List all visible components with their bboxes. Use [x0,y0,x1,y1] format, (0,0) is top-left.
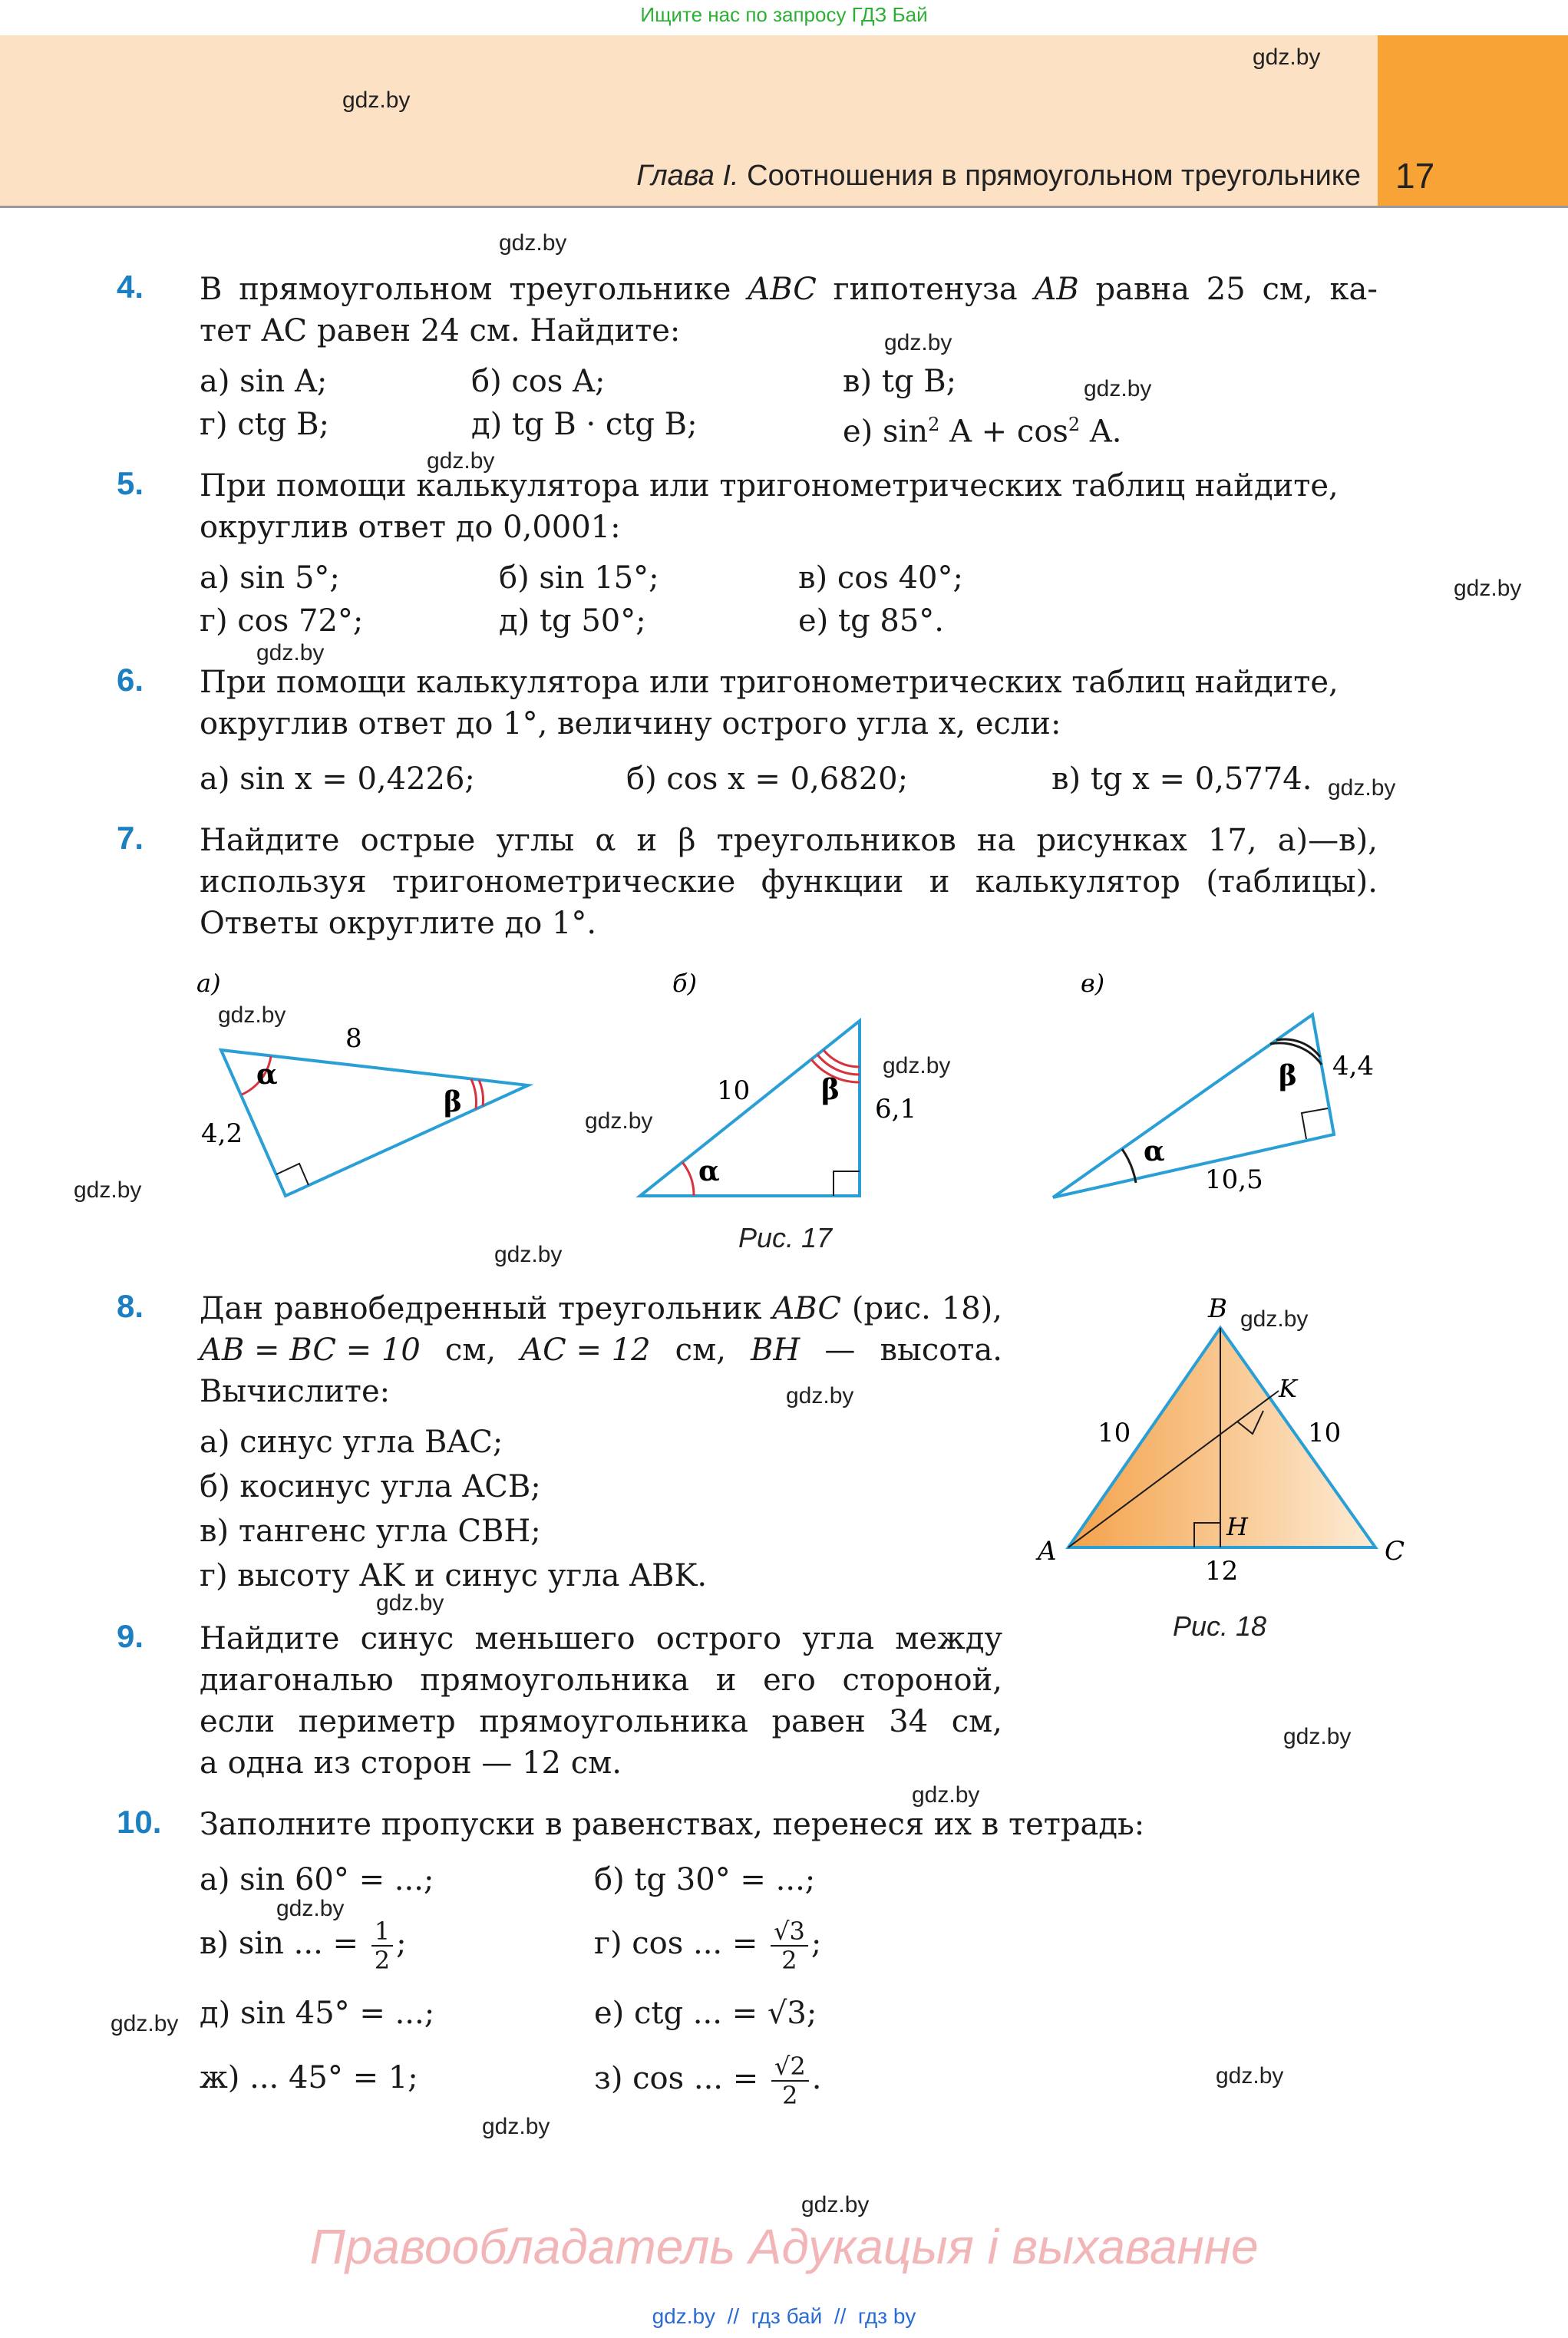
task-10-item-d [594,1919,821,1973]
task-number-8: 8. [117,1288,144,1324]
word: диагональю [200,1663,394,1698]
task-6-item-c: в) tg x = 0,5774. [1051,761,1312,797]
denominator: 2 [781,1946,797,1975]
fig17-a-right-angle [276,1164,309,1185]
task-4-item-a: а) sin A; [200,364,328,399]
watermark: gdz.by [74,1177,142,1203]
fig17-b-right-angle [834,1171,860,1196]
task-7-line-2 [200,861,1378,903]
watermark: gdz.by [427,448,495,474]
task-10-line-1: Заполните пропуски в равенствах, перенеся их в тетрадь: [200,1807,1145,1842]
watermark: gdz.by [1454,576,1522,601]
chapter-prefix: Глава I. [636,160,739,192]
fraction [771,1919,808,1973]
chapter-heading [636,160,1361,193]
watermark: gdz.by [482,2114,550,2139]
word: 17, [1207,823,1257,858]
task-10-item-g: ж) ... 45° = 1; [200,2060,418,2095]
fig17-b-label: б) [672,969,698,998]
watermark: gdz.by [786,1383,854,1408]
word: равна [1095,272,1190,307]
text: ; [810,1926,822,1961]
task-8-item-c: в) тангенс угла CBH; [200,1514,541,1549]
word: рисунках [1036,823,1187,858]
text: ; [396,1926,407,1961]
watermark: gdz.by [801,2192,870,2217]
task-number-5: 5. [117,465,144,501]
word: ABC [748,272,817,307]
numerator: 1 [371,1919,393,1947]
word: 25 [1206,272,1246,307]
task-5-line-1: При помощи калькулятора или тригонометрических таблиц найдите, [200,468,1339,504]
text: г) cos ... = [594,1926,758,1961]
text: A + cos [949,414,1068,450]
text: з) cos ... = [594,2061,759,2096]
word: В [200,272,223,307]
fig17-c-alpha: α [1144,1135,1165,1167]
watermark: gdz.by [111,2011,179,2036]
word: β [678,823,696,858]
fig17-b-leg: 6,1 [875,1094,917,1124]
word: см, [1262,272,1313,307]
fig17-c-triangle [1053,1015,1334,1197]
text: A. [1089,414,1122,450]
task-8-line-2 [200,1329,1002,1372]
word: (таблицы). [1206,864,1378,900]
fig17-b-hyp: 10 [717,1075,751,1106]
task-number-10: 10. [117,1804,162,1840]
word: 34 [889,1704,929,1739]
fig18-side-ab: 10 [1098,1418,1131,1448]
fig18-vertex-a: A [1038,1536,1057,1567]
watermark: gdz.by [494,1242,563,1267]
word: AB = BC = 10 [200,1332,421,1368]
word: используя [200,864,367,900]
figure-17-caption: Рис. 17 [738,1222,833,1253]
task-4-item-c: в) tg B; [843,364,957,399]
fig17-c-right-angle [1302,1108,1328,1139]
task-6-item-a: а) sin x = 0,4226; [200,761,475,797]
word: прямоугольника [420,1663,690,1698]
task-5-item-e: д) tg 50°; [499,603,646,639]
watermark: gdz.by [883,1053,951,1078]
word: гипотенуза [833,272,1018,307]
task-9-line-4: а одна из сторон — 12 см. [200,1745,622,1781]
task-7-line-3: Ответы округлите до 1°. [200,906,597,941]
watermark: gdz.by [1283,1724,1352,1749]
fig17-c-alpha-arc [1122,1149,1136,1183]
word: функции [761,864,904,900]
watermark: gdz.by [1253,45,1321,70]
task-8-item-d: г) высоту AK и синус угла ABK. [200,1558,708,1593]
word: между [895,1621,1002,1656]
task-10-item-e: д) sin 45° = ...; [200,1996,435,2031]
fig18-side-bc: 10 [1308,1418,1342,1448]
fig18-point-k: K [1279,1374,1297,1403]
word: острого [655,1621,782,1656]
word: прямоугольника [479,1704,748,1739]
watermark: gdz.by [1240,1306,1309,1332]
word: см, [951,1704,1002,1739]
word: (рис. [851,1291,931,1326]
word: Найдите [200,823,340,858]
fig17-a-alpha: α [256,1058,278,1091]
word: ка- [1329,272,1378,307]
task-10-item-b: б) tg 30° = ...; [594,1862,816,1897]
fraction [371,1919,393,1973]
copyright-notice: Правообладатель Адукацыя і выхаванне [309,2219,1259,2274]
word: стороной, [842,1663,1002,1698]
fig17-b-alpha-arc [682,1162,694,1196]
task-4-line-1 [200,269,1378,311]
word: тригонометрические [392,864,736,900]
word: треугольников [716,823,956,858]
task-5-item-c: в) cos 40°; [798,560,963,596]
word: AC = 12 [520,1332,651,1368]
task-10-item-f: е) ctg ... = √3; [594,1996,817,2031]
task-5-line-2: округлив ответ до 0,0001: [200,510,621,545]
task-5-item-f: е) tg 85°. [798,603,944,639]
task-10-item-h [594,2054,821,2108]
fig17-c-leg1: 4,4 [1332,1051,1375,1081]
task-7-line-1 [200,820,1378,862]
word: периметр [298,1704,456,1739]
word: калькулятор [975,864,1180,900]
fig17-c-label: в) [1081,969,1105,998]
fig18-point-h: H [1226,1512,1248,1541]
fig17-b-alpha: α [698,1155,720,1187]
fig17-a-beta: β [444,1086,462,1118]
watermark: gdz.by [218,1002,286,1028]
task-10-item-a: а) sin 60° = ...; [200,1862,434,1897]
footer-links[interactable]: gdz.by // гдз бай // гдз by [652,2304,916,2328]
task-4-item-b: б) cos A; [471,364,606,399]
word: если [200,1704,276,1739]
fig18-side-ac: 12 [1205,1556,1239,1587]
task-6-item-b: б) cos x = 0,6820; [626,761,909,797]
word: — [824,1332,856,1368]
watermark: gdz.by [376,1590,444,1616]
fig17-c-leg2: 10,5 [1205,1164,1263,1195]
word: см, [444,1332,497,1368]
fig17-b-triangle [640,1021,860,1196]
watermark: gdz.by [585,1108,653,1134]
task-4-item-e: д) tg B · ctg B; [471,407,698,442]
task-4-item-f [843,404,1122,453]
task-4-item-d: г) ctg B; [200,407,329,442]
task-9-line-1 [200,1618,1002,1660]
task-number-9: 9. [117,1618,144,1654]
word: см, [675,1332,726,1368]
watermark: gdz.by [884,330,952,355]
denominator: 2 [782,2081,798,2110]
superscript: 2 [928,414,940,435]
task-10-item-c [200,1919,407,1973]
task-number-7: 7. [117,820,144,856]
superscript: 2 [1068,414,1081,435]
watermark: gdz.by [912,1782,980,1808]
task-5-item-a: а) sin 5°; [200,560,340,596]
task-9-line-2 [200,1659,1002,1702]
task-5-item-d: г) cos 72°; [200,603,364,639]
word: углы [496,823,575,858]
figure-18-caption: Рис. 18 [1173,1610,1267,1642]
word: угла [802,1621,875,1656]
word: и [929,864,950,900]
task-6-line-2: округлив ответ до 1°, величину острого угла x, если: [200,706,1061,741]
page-number: 17 [1395,156,1435,196]
task-8-line-1 [200,1288,1002,1330]
fig17-a-beta-arc [471,1079,476,1109]
top-banner[interactable]: Ищите нас по запросу ГДЗ Бай [640,3,928,26]
watermark: gdz.by [276,1896,345,1921]
fig17-a-leg: 4,2 [201,1118,243,1149]
fig18-vertex-b: B [1208,1293,1227,1324]
watermark: gdz.by [256,640,325,665]
word: а)—в), [1277,823,1378,858]
figure-18 [1028,1282,1428,1589]
watermark: gdz.by [499,230,567,256]
watermark: gdz.by [1084,376,1152,401]
fig18-vertex-c: C [1385,1536,1405,1567]
word: треугольник [557,1291,762,1326]
word: Найдите [200,1621,340,1656]
numerator: √2 [771,2054,809,2082]
word: высота. [880,1332,1002,1368]
fig17-a-hyp: 8 [345,1023,362,1054]
fig17-a-beta-arc [479,1080,483,1106]
word: меньшего [474,1621,635,1656]
text: е) sin [843,414,929,450]
task-4-line-2: тет AC равен 24 см. Найдите: [200,313,681,348]
denominator: 2 [374,1946,391,1975]
word: прямоугольном [239,272,493,307]
header-rule [0,206,1568,208]
task-5-item-b: б) sin 15°; [499,560,659,596]
word: α [595,823,616,858]
fig17-b-beta: β [821,1074,840,1106]
task-8-item-b: б) косинус угла ACB; [200,1469,541,1504]
word: ABC [772,1291,841,1326]
watermark: gdz.by [342,88,411,113]
task-6-line-1: При помощи калькулятора или тригонометрических таблиц найдите, [200,665,1339,700]
chapter-title: Соотношения в прямоугольном треугольнике [747,160,1361,192]
fig17-a-label: а) [196,969,221,998]
task-8-item-a: а) синус угла BAC; [200,1425,503,1460]
numerator: √3 [771,1919,808,1947]
word: и [715,1663,737,1698]
word: Дан [200,1291,264,1326]
word: синус [360,1621,454,1656]
word: 18), [941,1291,1002,1326]
word: его [763,1663,816,1698]
word: равнобедренный [273,1291,548,1326]
watermark: gdz.by [1328,775,1396,801]
word: AB [1034,272,1079,307]
watermark: gdz.by [1216,2063,1284,2089]
task-9-line-3 [200,1701,1002,1743]
word: на [976,823,1016,858]
word: острые [360,823,476,858]
text: . [811,2061,822,2096]
word: равен [771,1704,866,1739]
word: BH [751,1332,801,1368]
task-8-line-3: Вычислите: [200,1374,391,1409]
task-number-6: 6. [117,662,144,698]
fig17-c-beta: β [1279,1060,1297,1092]
fraction [771,2054,809,2108]
text: в) sin ... = [200,1926,359,1961]
word: и [636,823,658,858]
task-number-4: 4. [117,269,144,305]
word: треугольнике [509,272,731,307]
